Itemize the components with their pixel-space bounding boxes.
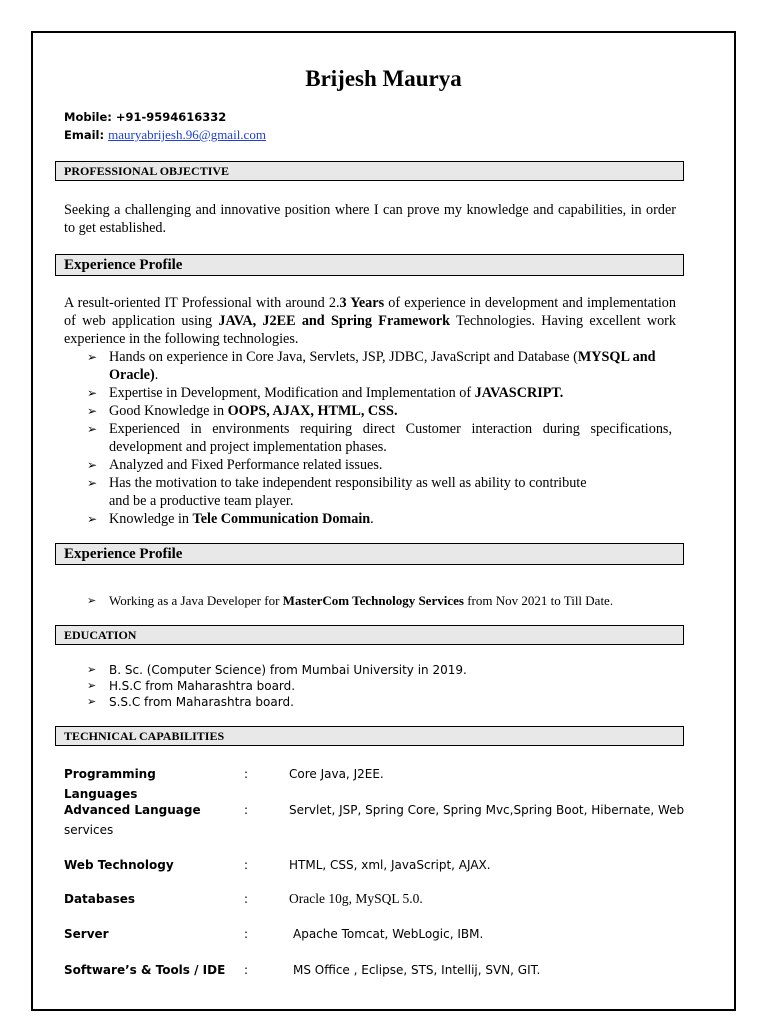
arrow-bullet-icon: ➢ xyxy=(87,386,98,400)
section-header-education: EDUCATION xyxy=(55,625,684,645)
tc-label-databases: Databases xyxy=(64,892,136,906)
tc-value-databases: Oracle 10g, MySQL 5.0. xyxy=(289,891,423,906)
education-list xyxy=(87,662,672,710)
list-item: ➢ Hands on experience in Core Java, Servlets, JSP, JDBC, JavaScript and Database (MYSQL and Oracle). xyxy=(87,349,656,383)
arrow-bullet-icon: ➢ xyxy=(87,663,97,676)
arrow-bullet-icon: ➢ xyxy=(87,458,98,472)
tc-colon: : xyxy=(244,767,249,781)
section-header-experience-2: Experience Profile xyxy=(55,543,684,565)
tc-value-advanced: Servlet, JSP, Spring Core, Spring Mvc,Spring Boot, Hibernate, Web xyxy=(289,803,685,817)
arrow-bullet-icon: ➢ xyxy=(87,422,98,436)
arrow-bullet-icon: ➢ xyxy=(87,404,98,418)
list-item: ➢ Experienced in environments requiring direct Customer interaction during specifications, development and project implementation phases. xyxy=(87,421,672,455)
tc-value-tools: MS Office , Eclipse, STS, Intellij, SVN, GIT. xyxy=(293,963,541,977)
list-item: ➢ S.S.C from Maharashtra board. xyxy=(87,695,294,709)
list-item: ➢ Knowledge in Tele Communication Domain. xyxy=(87,511,374,527)
list-item: ➢ Working as a Java Developer for MasterCom Technology Services from Nov 2021 to Till Date. xyxy=(87,593,614,608)
list-item: ➢ Expertise in Development, Modification and Implementation of JAVASCRIPT. xyxy=(87,385,564,401)
list-item: ➢ H.S.C from Maharashtra board. xyxy=(87,679,296,693)
experience-intro: A result-oriented IT Professional with around 2.3 Years of experience in development and implementation of web application using JAVA, J2EE and Spring Framework Technologies. Having excellent work experience in the following technologies. xyxy=(64,295,677,347)
tc-value-programming: Core Java, J2EE. xyxy=(289,767,384,781)
objective-text: Seeking a challenging and innovative position where I can prove my knowledge and capabilities, in order to get established. xyxy=(64,202,676,236)
tc-label-programming: Programming Languages xyxy=(64,767,156,801)
arrow-bullet-icon: ➢ xyxy=(87,595,97,607)
email-label: Email: xyxy=(64,128,105,142)
arrow-bullet-icon: ➢ xyxy=(87,476,98,490)
tc-colon: : xyxy=(244,803,249,817)
arrow-bullet-icon: ➢ xyxy=(87,350,98,364)
list-item: ➢ B. Sc. (Computer Science) from Mumbai University in 2019. xyxy=(87,663,467,677)
mobile-line: Mobile: +91-9594616332 xyxy=(64,110,227,124)
candidate-name: Brijesh Maurya xyxy=(305,66,462,91)
section-header-objective: PROFESSIONAL OBJECTIVE xyxy=(55,161,684,181)
employment-list xyxy=(87,592,672,610)
experience-bullet-list xyxy=(87,348,672,528)
tc-value-web: HTML, CSS, xml, JavaScript, AJAX. xyxy=(289,858,491,872)
tc-label-web: Web Technology xyxy=(64,858,174,872)
list-item: ➢ Has the motivation to take independent responsibility as well as ability to contribute and be a productive team player. xyxy=(87,475,587,509)
arrow-bullet-icon: ➢ xyxy=(87,695,97,708)
section-header-experience: Experience Profile xyxy=(55,254,684,276)
section-header-technical: TECHNICAL CAPABILITIES xyxy=(55,726,684,746)
arrow-bullet-icon: ➢ xyxy=(87,679,97,692)
tc-value-server: Apache Tomcat, WebLogic, IBM. xyxy=(293,927,484,941)
resume-page xyxy=(31,31,736,1011)
list-item: ➢ Analyzed and Fixed Performance related issues. xyxy=(87,457,383,473)
tc-label-tools: Software’s & Tools / IDE xyxy=(64,963,226,977)
tc-label-server: Server xyxy=(64,927,109,941)
list-item: ➢ Good Knowledge in OOPS, AJAX, HTML, CSS. xyxy=(87,403,398,419)
tc-colon: : xyxy=(244,892,249,906)
email-line xyxy=(64,127,266,143)
email-link[interactable]: mauryabrijesh.96@gmail.com xyxy=(108,127,266,142)
arrow-bullet-icon: ➢ xyxy=(87,512,98,526)
tc-colon: : xyxy=(244,858,249,872)
tc-colon: : xyxy=(244,963,249,977)
tc-colon: : xyxy=(244,927,249,941)
tc-label-advanced: Advanced Language services xyxy=(64,803,201,837)
